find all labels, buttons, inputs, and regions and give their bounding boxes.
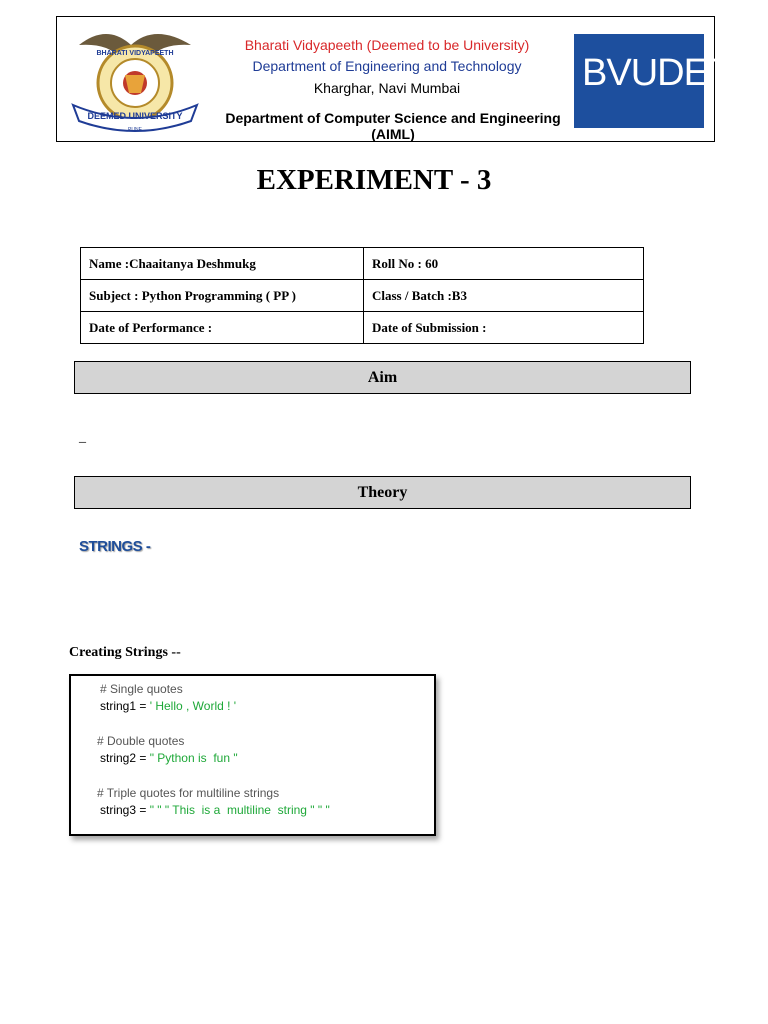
code-comment-double: # Double quotes — [97, 734, 185, 748]
creating-strings-label: Creating Strings -- — [69, 645, 181, 660]
table-row — [81, 280, 644, 312]
code-comment-triple: # Triple quotes for multiline strings — [97, 786, 280, 800]
bvudet-logo — [574, 34, 731, 128]
code-var: string2 = — [100, 751, 150, 765]
code-comment-single: # Single quotes — [100, 682, 183, 696]
seal-city-text: PUNE — [128, 127, 142, 133]
seal-bottom-text: DEEMED UNIVERSITY — [87, 111, 183, 121]
aim-section-header: Aim — [74, 361, 691, 394]
program-name: Department of Computer Science and Engineering (AIML) — [225, 110, 561, 142]
code-line-string1 — [100, 699, 236, 713]
class-batch: Class / Batch :B3 — [364, 280, 644, 312]
code-block — [69, 674, 436, 836]
department-name: Department of Engineering and Technology — [252, 58, 522, 74]
roll-number: Roll No : 60 — [364, 248, 644, 280]
code-line-string3 — [100, 803, 330, 817]
code-string: " " " This is a multiline string " " " — [149, 803, 330, 817]
table-row — [81, 248, 644, 280]
code-var: string1 = — [100, 699, 150, 713]
theory-section-header: Theory — [74, 476, 691, 509]
student-name: Name :Chaaitanya Deshmukg — [81, 248, 364, 280]
code-var: string3 = — [100, 803, 150, 817]
code-string: ' Hello , World ! ' — [149, 699, 237, 713]
experiment-title: EXPERIMENT - 3 — [256, 164, 492, 196]
university-seal-icon — [67, 23, 203, 137]
campus-location: Kharghar, Navi Mumbai — [313, 80, 461, 96]
date-of-submission: Date of Submission : — [364, 312, 644, 344]
strings-heading: STRINGS - — [79, 538, 151, 555]
table-row — [81, 312, 644, 344]
logo-text: BVUDET — [582, 52, 731, 94]
seal-top-text: BHARATI VIDYAPEETH — [96, 50, 174, 57]
letterhead — [56, 16, 731, 142]
student-info-table — [80, 247, 644, 344]
code-line-string2 — [100, 751, 238, 765]
aim-text: _ — [79, 430, 86, 445]
university-name: Bharati Vidyapeeth (Deemed to be University) — [244, 37, 530, 53]
code-string: " Python is fun " — [149, 751, 238, 765]
subject: Subject : Python Programming ( PP ) — [81, 280, 364, 312]
date-of-performance: Date of Performance : — [81, 312, 364, 344]
